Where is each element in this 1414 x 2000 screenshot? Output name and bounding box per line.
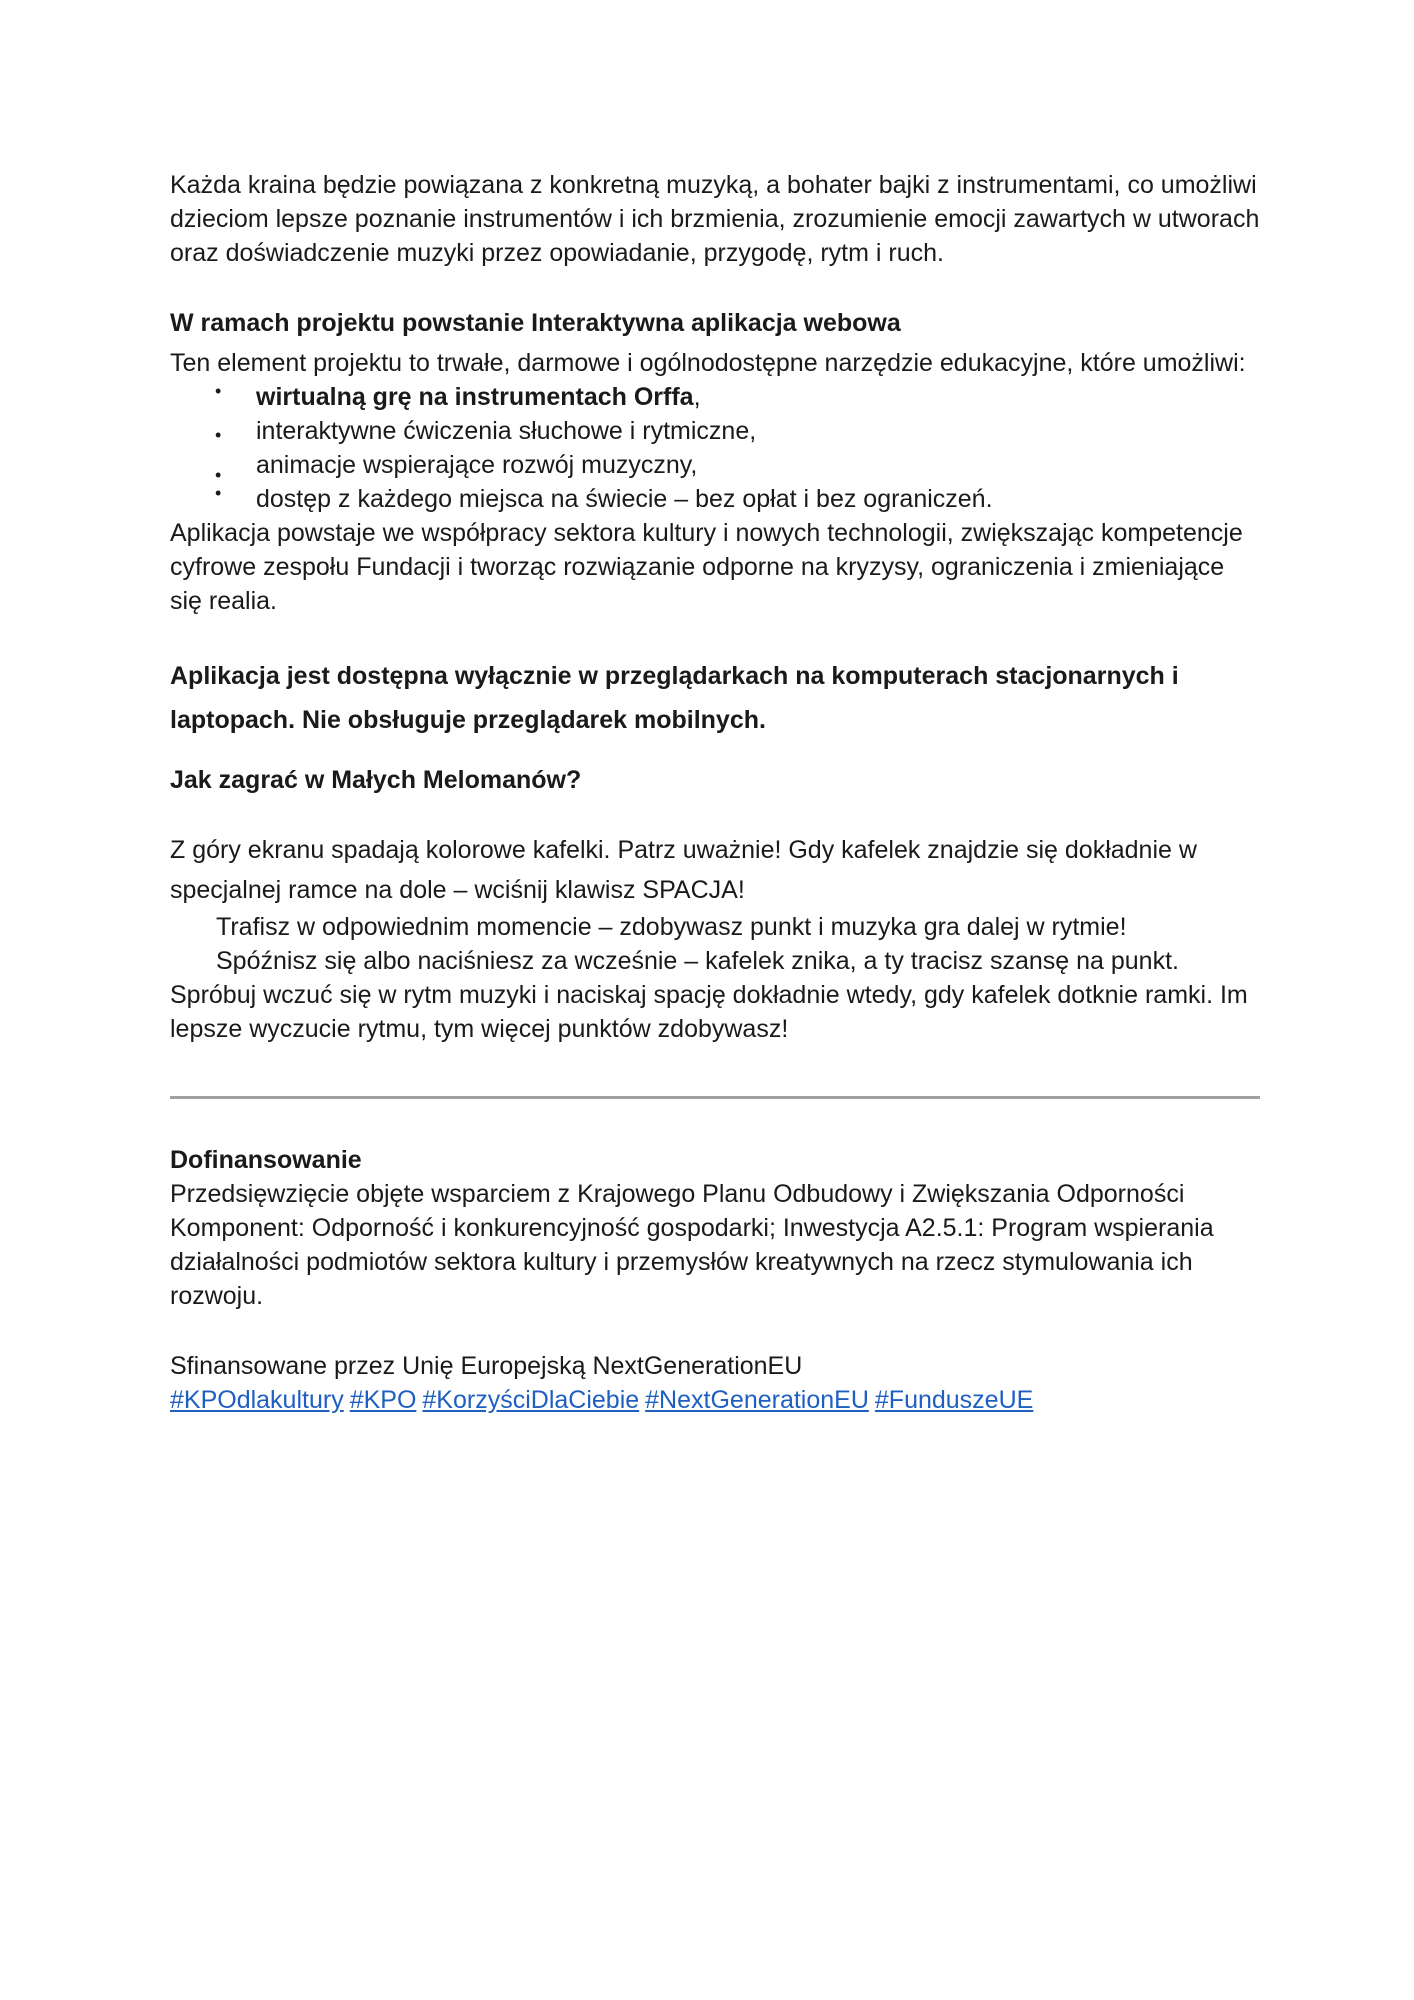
app-section-closing: Aplikacja powstaje we współpracy sektora kultury i nowych technologii, zwiększając kompetencje cyfrowe zespołu Fundacji i tworząc rozwiązanie odporne na kryzysy, ograniczenia i zmieniające się realia. [170, 519, 1243, 615]
list-item-text: animacje wspierające rozwój muzyczny, [256, 451, 698, 479]
hashtag-link[interactable]: #NextGenerationEU [645, 1386, 869, 1414]
funding-title: Dofinansowanie [170, 1146, 362, 1174]
how-to-play-section [170, 760, 1260, 1046]
app-section-lead: Ten element projektu to trwałe, darmowe i ogólnodostępne narzędzie edukacyjne, które umożliwi: [170, 349, 1246, 377]
how-to-play-p2: Trafisz w odpowiednim momencie – zdobywasz punkt i muzyka gra dalej w rytmie! [216, 913, 1127, 941]
hashtag-link[interactable]: #KPO [349, 1386, 417, 1414]
funding-section [170, 1143, 1260, 1417]
how-to-play-p4: Spróbuj wczuć się w rytm muzyki i naciskaj spację dokładnie wtedy, gdy kafelek dotknie ramki. Im lepsze wyczucie rytmu, tym więcej punktów zdobywasz! [170, 981, 1248, 1043]
hashtag-link[interactable]: #KorzyściDlaCiebie [422, 1386, 640, 1414]
list-item [170, 414, 1260, 448]
bullet-icon: • [215, 425, 222, 445]
list-item [170, 448, 1260, 485]
hashtag-link[interactable]: #FunduszeUE [874, 1386, 1034, 1414]
how-to-play-p1: Z góry ekranu spadają kolorowe kafelki. Patrz uważnie! Gdy kafelek znajdzie się dokładnie w specjalnej ramce na dole – wciśnij klawisz SPACJA! [170, 836, 1197, 904]
document-page [170, 168, 1260, 1417]
financed-by: Sfinansowane przez Unię Europejską NextGenerationEU [170, 1352, 803, 1380]
how-to-play-title: Jak zagrać w Małych Melomanów? [170, 766, 582, 794]
app-section-heading: W ramach projektu powstanie Interaktywna aplikacja webowa [170, 309, 901, 337]
list-item-text: interaktywne ćwiczenia słuchowe i rytmiczne, [256, 417, 757, 445]
list-item [170, 482, 1260, 516]
list-item-bold: wirtualną grę na instrumentach Orffa [256, 383, 694, 411]
list-item [170, 380, 1260, 414]
funding-body: Przedsięwzięcie objęte wsparciem z Krajowego Planu Odbudowy i Zwiększania Odporności Komponent: Odporność i konkurencyjność gospodarki; Inwestycja A2.5.1: Program wspierania działalności podmiotów sektora kultury i przemysłów kreatywnych na rzecz stymulowania ich rozwoju. [170, 1180, 1214, 1310]
section-divider [170, 1096, 1260, 1099]
bullet-icon: • [215, 381, 222, 401]
list-item-text: , [693, 383, 701, 411]
bullet-icon: • [215, 465, 222, 485]
list-item-text: dostęp z każdego miejsca na świecie – bez opłat i bez ograniczeń. [256, 485, 993, 513]
hashtag-link[interactable]: #KPOdlakultury [170, 1386, 344, 1414]
how-to-play-p3: Spóźnisz się albo naciśniesz za wcześnie – kafelek znika, a ty tracisz szansę na punkt. [216, 947, 1179, 975]
intro-paragraph: Każda kraina będzie powiązana z konkretną muzyką, a bohater bajki z instrumentami, co umożliwi dzieciom lepsze poznanie instrumentów i ich brzmienia, zrozumienie emocji zawartych w utworach oraz doświadczenie muzyki przez opowiadanie, przygodę, rytm i ruch. [170, 171, 1260, 267]
hashtag-links [170, 1383, 1260, 1417]
bullet-icon: • [215, 483, 222, 503]
features-list [170, 380, 1260, 516]
browser-notice: Aplikacja jest dostępna wyłącznie w przeglądarkach na komputerach stacjonarnych i laptopach. Nie obsługuje przeglądarek mobilnych. [170, 662, 1179, 734]
app-section [170, 306, 1260, 618]
